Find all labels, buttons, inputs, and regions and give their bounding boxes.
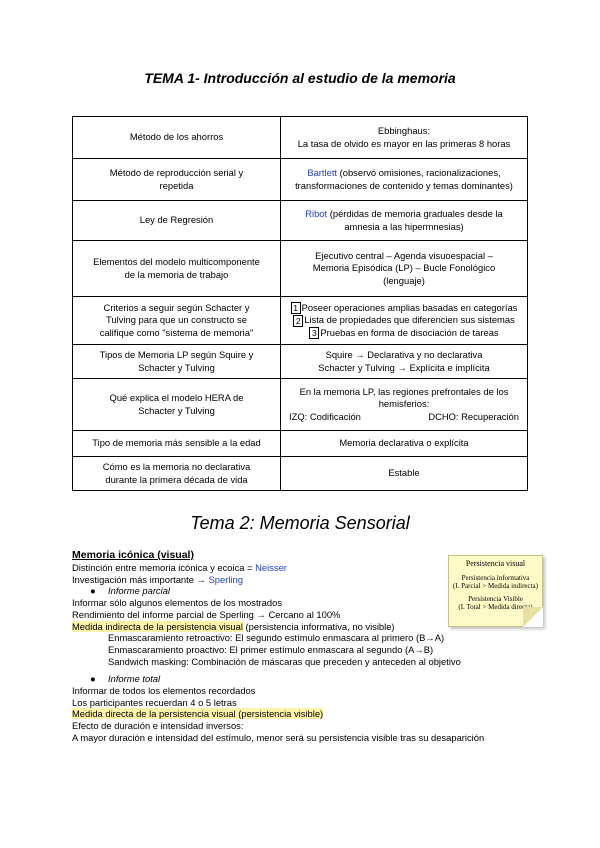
- row-value: Ebbinghaus: La tasa de olvido es mayor en las primeras 8 horas: [281, 117, 528, 159]
- highlight: Medida directa de la persistencia visual (persistencia visible): [72, 708, 324, 720]
- list-item: 2 Lista de propiedades que diferencien sus sistemas: [287, 314, 521, 327]
- author-sperling: Sperling: [208, 573, 243, 585]
- row-label: Tipos de Memoria LP según Squire y Schacter y Tulving: [73, 345, 281, 379]
- list-item: 3 Pruebas en forma de disociación de tareas: [287, 327, 521, 340]
- tema2-title: Tema 2: Memoria Sensorial: [190, 513, 410, 533]
- table-row: [73, 431, 528, 457]
- row-label: Ley de Regresión: [73, 201, 281, 241]
- number-box: 3: [309, 327, 319, 339]
- table-row: [73, 117, 528, 159]
- row-label: Método de reproducción serial y repetida: [73, 159, 281, 201]
- row-value: Ejecutivo central – Agenda visuoespacial – Memoria Episódica (LP) – Bucle Fonológico (lenguaje): [281, 241, 528, 297]
- table-row: [73, 379, 528, 431]
- sticky-note: Persistencia visual Persistencia informativa (I. Parcial > Medida indirecta) Persistencia Visible (I. Total > Medida directa): [448, 555, 543, 627]
- author-ribot: Ribot: [305, 208, 328, 219]
- memoria-iconica-section: Memoria icónica (visual) Distinción entre memoria icónica y ecoica = Neisser Investigación más importante → Sperling ● Informe parcial Informar sólo algunos elementos de los mostrados Rendimiento del informe parcial de Sperling → Cercano al 100% Medida indirecta de la persistencia visual (persistencia informativa, no visible) Enmascaramiento retroactivo: El segundo estímulo enmascara al primero (B→A) Enmascaramiento proactivo: El primer estímulo enmascara al segundo (A→B) Sandwich masking: Combinación de máscaras que preceden y anteceden al objetivo ● Informe total Informar de todos los elementos recordados Los participantes recuerdan 4 o 5 letras Medida directa de la persistencia visual (persistencia visible) Efecto de duración e intensidad inversos: A mayor duración e intensidad del estímulo, menor será su persistencia visible tras su desaparición: [72, 549, 542, 744]
- table-row: [73, 297, 528, 345]
- row-value: Memoria declarativa o explícita: [281, 431, 528, 457]
- row-value: Bartlett (observó omisiones, racionalizaciones, transformaciones de contenido y temas dominantes): [281, 159, 528, 201]
- tema1-title: TEMA 1- Introducción al estudio de la memoria: [144, 70, 456, 86]
- number-box: 1: [291, 302, 301, 314]
- subheading-informe-parcial: Informe parcial: [108, 585, 171, 597]
- author-neisser: Neisser: [255, 562, 287, 573]
- bullet-icon: ●: [90, 673, 96, 685]
- page-fold-icon: [523, 607, 543, 627]
- table-row: [73, 159, 528, 201]
- row-value: Ribot (pérdidas de memoria graduales desde la amnesia a las hipermnesias): [281, 201, 528, 241]
- row-label: Criterios a seguir según Schacter y Tulving para que un constructo se califique como "sistema de memoria": [73, 297, 281, 345]
- row-value: En la memoria LP, las regiones prefrontales de los hemisferios: IZQ: Codificación DCHO: Recuperación: [281, 379, 528, 431]
- table-row: [73, 241, 528, 297]
- subheading-informe-total: Informe total: [108, 673, 161, 685]
- row-value: Estable: [281, 457, 528, 491]
- row-label: Método de los ahorros: [73, 117, 281, 159]
- row-label: Cómo es la memoria no declarativa durante la primera década de vida: [73, 457, 281, 491]
- table-row: [73, 345, 528, 379]
- row-label: Qué explica el modelo HERA de Schacter y Tulving: [73, 379, 281, 431]
- bullet-icon: ●: [90, 585, 96, 597]
- summary-table: [72, 116, 528, 491]
- author-bartlett: Bartlett: [307, 167, 338, 178]
- row-value: Squire → Declarativa y no declarativa Schacter y Tulving → Explícita e implícita: [281, 345, 528, 379]
- section-heading: Memoria icónica (visual): [72, 549, 194, 561]
- table-row: [73, 457, 528, 491]
- row-label: Tipo de memoria más sensible a la edad: [73, 431, 281, 457]
- list-item: 1 Poseer operaciones amplias basadas en categorías: [287, 302, 521, 315]
- table-row: [73, 201, 528, 241]
- row-label: Elementos del modelo multicomponente de la memoria de trabajo: [73, 241, 281, 297]
- criteria-list: [281, 297, 528, 345]
- number-box: 2: [293, 315, 303, 327]
- highlight: Medida indirecta de la persistencia visual: [72, 620, 243, 632]
